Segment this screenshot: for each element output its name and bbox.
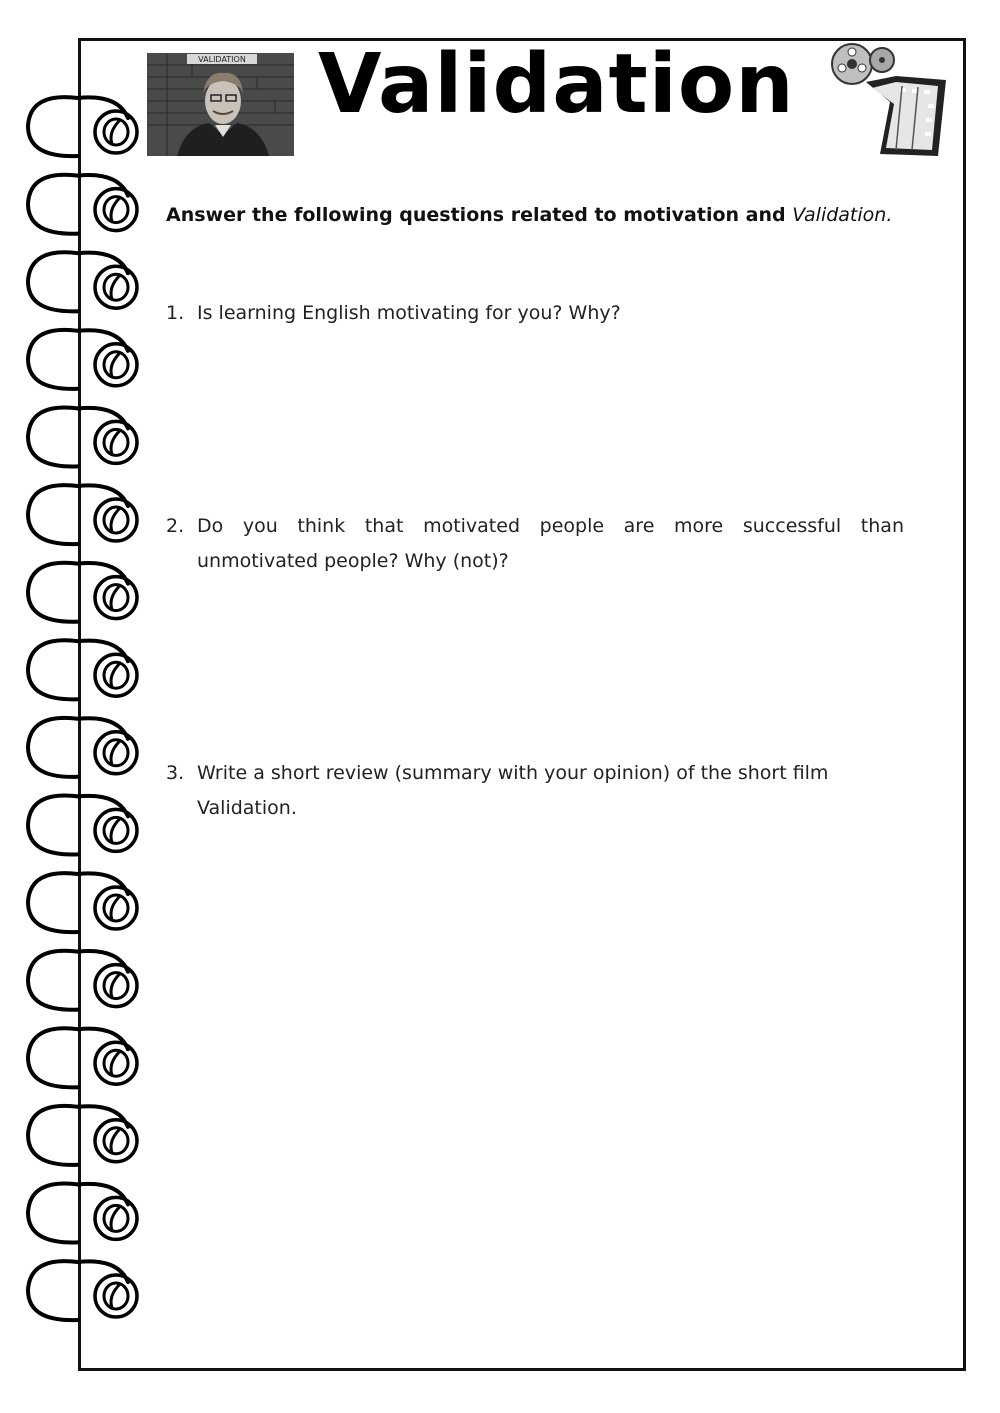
question-text: Is learning English motivating for you? Why? bbox=[197, 302, 621, 324]
question-text: Write a short review (summary with your opinion) of the short film Validation. bbox=[197, 762, 829, 819]
film-still-photo bbox=[147, 53, 294, 156]
spiral-ring bbox=[28, 1184, 137, 1243]
question-number: 1. bbox=[166, 302, 185, 324]
question-number: 2. bbox=[166, 515, 185, 537]
spiral-ring bbox=[28, 640, 137, 699]
spiral-ring bbox=[28, 951, 137, 1010]
page-title: Validation bbox=[318, 37, 795, 132]
spiral-ring bbox=[28, 563, 137, 622]
spiral-ring bbox=[28, 1261, 137, 1320]
spiral-ring bbox=[28, 1028, 137, 1087]
spiral-ring bbox=[28, 1106, 137, 1165]
instructions-text: Answer the following questions related to motivation and bbox=[166, 204, 793, 226]
question-text: Do you think that motivated people are more successful than unmotivated people? Why (not)? bbox=[197, 515, 904, 572]
spiral-ring bbox=[28, 252, 137, 311]
spiral-ring bbox=[28, 718, 137, 777]
film-reel-graphic bbox=[826, 42, 954, 160]
spiral-ring bbox=[28, 485, 137, 544]
question-1 bbox=[166, 296, 904, 331]
spiral-binding-graphic bbox=[0, 0, 160, 1413]
film-reel-icon bbox=[826, 42, 954, 160]
photo-illustration bbox=[147, 53, 294, 156]
spiral-ring bbox=[28, 408, 137, 467]
spiral-ring bbox=[28, 97, 137, 156]
spiral-ring bbox=[28, 796, 137, 855]
question-2 bbox=[166, 509, 904, 579]
instructions bbox=[166, 202, 926, 228]
question-3 bbox=[166, 756, 904, 826]
notebook-page bbox=[78, 38, 966, 1371]
spiral-ring bbox=[28, 873, 137, 932]
spiral-binding bbox=[0, 0, 160, 1413]
photo-sign-text: VALIDATION bbox=[198, 55, 246, 64]
spiral-ring bbox=[28, 330, 137, 389]
instructions-film-title: Validation. bbox=[792, 204, 893, 226]
spiral-ring bbox=[28, 175, 137, 234]
question-number: 3. bbox=[166, 762, 185, 784]
